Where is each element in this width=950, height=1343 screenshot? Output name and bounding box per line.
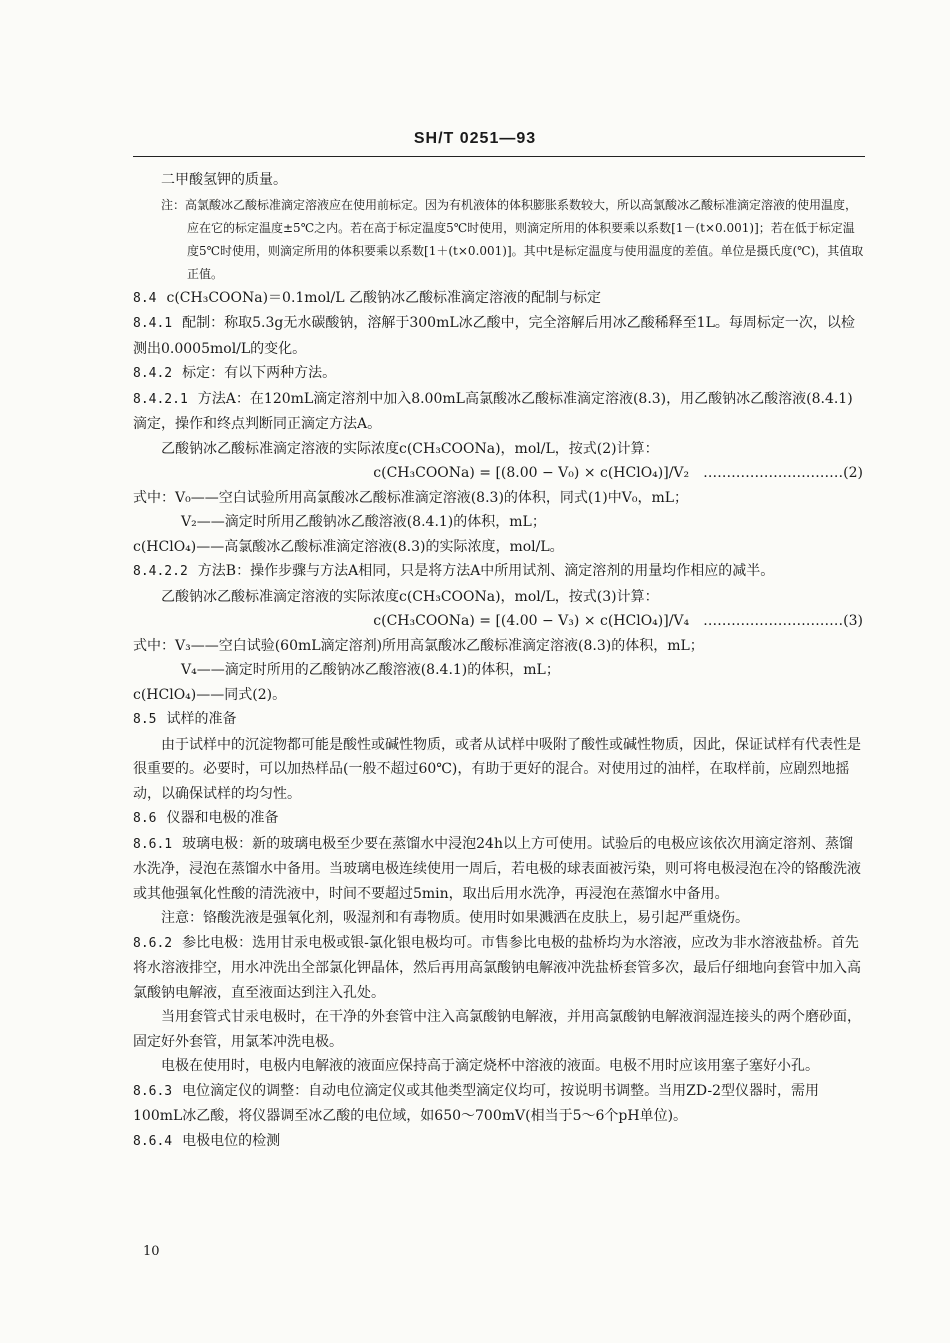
note: 注：高氯酸冰乙酸标准滴定溶液应在使用前标定。因为有机液体的体积膨胀系数较大，所以高氯酸冰乙酸标准滴定溶液的使用温度，应在它的标定温度±5℃之内。若在高于标定温度5℃时使用，则滴定所用的体积要乘以系数[1－(t×0.001)]；若在低于标定温度5℃时使用，则滴定所用的体积要乘以系数[1＋(t×0.001)]。其中t是标定温度与使用温度的差值。单位是摄氏度(℃)，其值取正值。 bbox=[161, 197, 864, 281]
section-number: 8.4.2.2 bbox=[133, 564, 188, 579]
section-number: 8.4.1 bbox=[133, 316, 173, 331]
formula-3 bbox=[133, 609, 865, 634]
header-rule bbox=[133, 156, 865, 157]
where-line: V₄——滴定时所用的乙酸钠冰乙酸溶液(8.4.1)的体积，mL； bbox=[181, 662, 560, 678]
section-number: 8.6 bbox=[133, 811, 157, 826]
section-8-4-2-2 bbox=[133, 559, 865, 585]
section-8-4-1 bbox=[133, 311, 865, 361]
section-8-4 bbox=[133, 286, 865, 312]
section-number: 8.4.2 bbox=[133, 366, 173, 381]
formula-3-intro: 乙酸钠冰乙酸标准滴定溶液的实际浓度c(CH₃COONa)，mol/L，按式(3)计算： bbox=[161, 588, 659, 605]
paragraph-text: 玻璃电极：新的玻璃电极至少要在蒸馏水中浸泡24h以上方可使用。试验后的电极应该依次用滴定溶剂、蒸馏水洗净，浸泡在蒸馏水中备用。当玻璃电极连续使用一周后，若电极的球表面被污染，则可将电极浸泡在冷的铬酸洗液或其他强氧化性酸的清洗液中，时间不要超过5min，取出后用水洗净，再浸泡在蒸馏水中备用。 bbox=[133, 835, 861, 902]
paragraph-text: 电位滴定仪的调整：自动电位滴定仪或其他类型滴定仪均可，按说明书调整。当用ZD-2型仪器时，需用100mL冰乙酸，将仪器调至冰乙酸的电位域，如650～700mV(相当于5～6个pH单位)。 bbox=[133, 1082, 819, 1124]
section-number: 8.4 bbox=[133, 290, 157, 306]
section-number: 8.6.1 bbox=[133, 836, 173, 852]
where-line: V₂——滴定时所用乙酸钠冰乙酸溶液(8.4.1)的体积，mL； bbox=[181, 514, 546, 530]
standard-code-header: SH/T 0251—93 bbox=[413, 130, 537, 147]
continued-text: 二甲酸氢钾的质量。 bbox=[161, 172, 287, 188]
section-8-6-3 bbox=[133, 1079, 865, 1129]
formula-expression: c(CH₃COONa) = [(8.00 − V₀) × c(HClO₄)]/V₂ bbox=[373, 465, 690, 481]
section-number: 8.6.4 bbox=[133, 1133, 173, 1149]
where-line: c(HClO₄)——高氯酸冰乙酸标准滴定溶液(8.3)的实际浓度，mol/L。 bbox=[133, 538, 564, 555]
section-8-6-2 bbox=[133, 931, 865, 1006]
section-title: 电极电位的检测 bbox=[182, 1132, 281, 1149]
where-line: 式中：V₃——空白试验(60mL滴定溶剂)所用高氯酸冰乙酸标准滴定溶液(8.3)的体积，mL； bbox=[133, 637, 704, 654]
section-8-6-1 bbox=[133, 832, 865, 907]
caution-note: 注意：铬酸洗液是强氧化剂，吸湿剂和有毒物质。使用时如果溅洒在皮肤上，易引起严重烧伤。 bbox=[161, 910, 749, 926]
page-number: 10 bbox=[143, 1244, 160, 1259]
section-number: 8.6.2 bbox=[133, 935, 173, 951]
paragraph-text: 方法B：操作步骤与方法A相同，只是将方法A中所用试剂、滴定溶剂的用量均作相应的减半。 bbox=[197, 563, 775, 579]
section-number: 8.4.2.1 bbox=[133, 391, 188, 407]
section-8-4-2-1 bbox=[133, 387, 865, 437]
formula-expression: c(CH₃COONa) = [(4.00 − V₃) × c(HClO₄)]/V₄ bbox=[373, 613, 690, 629]
where-line: c(HClO₄)——同式(2)。 bbox=[133, 686, 287, 703]
where-line: 式中：V₀——空白试验所用高氯酸冰乙酸标准滴定溶液(8.3)的体积，同式(1)中V₀，mL； bbox=[133, 489, 689, 506]
formula-number: …………………………(3) bbox=[703, 613, 863, 629]
section-number: 8.6.3 bbox=[133, 1083, 173, 1099]
paragraph-text: 电极在使用时，电极内电解液的液面应保持高于滴定烧杯中溶液的液面。电极不用时应该用塞子塞好小孔。 bbox=[161, 1058, 819, 1074]
formula-2-intro: 乙酸钠冰乙酸标准滴定溶液的实际浓度c(CH₃COONa)，mol/L，按式(2)计算： bbox=[161, 440, 659, 457]
formula-number: …………………………(2) bbox=[703, 465, 863, 481]
formula-2 bbox=[133, 461, 865, 486]
section-8-4-2 bbox=[133, 361, 865, 387]
section-title: c(CH₃COONa)＝0.1mol/L 乙酸钠冰乙酸标准滴定溶液的配制与标定 bbox=[166, 289, 601, 306]
paragraph-text: 当用套管式甘汞电极时，在干净的外套管中注入高氯酸钠电解液，并用高氯酸钠电解液润湿连接头的两个磨砂面，固定好外套管，用氯苯冲洗电极。 bbox=[133, 1009, 861, 1050]
section-title: 试样的准备 bbox=[166, 711, 237, 727]
section-title: 仪器和电极的准备 bbox=[166, 810, 279, 826]
document-body bbox=[133, 168, 865, 1154]
section-8-6-4 bbox=[133, 1129, 865, 1155]
paragraph-text: 配制：称取5.3g无水碳酸钠，溶解于300mL冰乙酸中，完全溶解后用冰乙酸稀释至1L。每周标定一次，以检测出0.0005mol/L的变化。 bbox=[133, 315, 855, 357]
section-8-6 bbox=[133, 806, 865, 832]
paragraph-text: 参比电极：选用甘汞电极或银-氯化银电极均可。市售参比电极的盐桥均为水溶液，应改为非水溶液盐桥。首先将水溶液排空，用水冲洗出全部氯化钾晶体，然后再用高氯酸钠电解液冲洗盐桥套管多次，最后仔细地向套管中加入高氯酸钠电解液，直至液面达到注入孔处。 bbox=[133, 934, 861, 1001]
paragraph-text: 方法A：在120mL滴定溶剂中加入8.00mL高氯酸冰乙酸标准滴定溶液(8.3)，用乙酸钠冰乙酸溶液(8.4.1)滴定，操作和终点判断同正滴定方法A。 bbox=[133, 390, 853, 432]
section-8-5 bbox=[133, 707, 865, 733]
paragraph-text: 标定：有以下两种方法。 bbox=[182, 365, 337, 381]
section-number: 8.5 bbox=[133, 712, 157, 727]
paragraph-text: 由于试样中的沉淀物都可能是酸性或碱性物质，或者从试样中吸附了酸性或碱性物质，因此，保证试样有代表性是很重要的。必要时，可以加热样品(一般不超过60℃)，有助于更好的混合。对使用过的油样，在取样前，应剧烈地摇动，以确保试样的均匀性。 bbox=[133, 736, 861, 802]
